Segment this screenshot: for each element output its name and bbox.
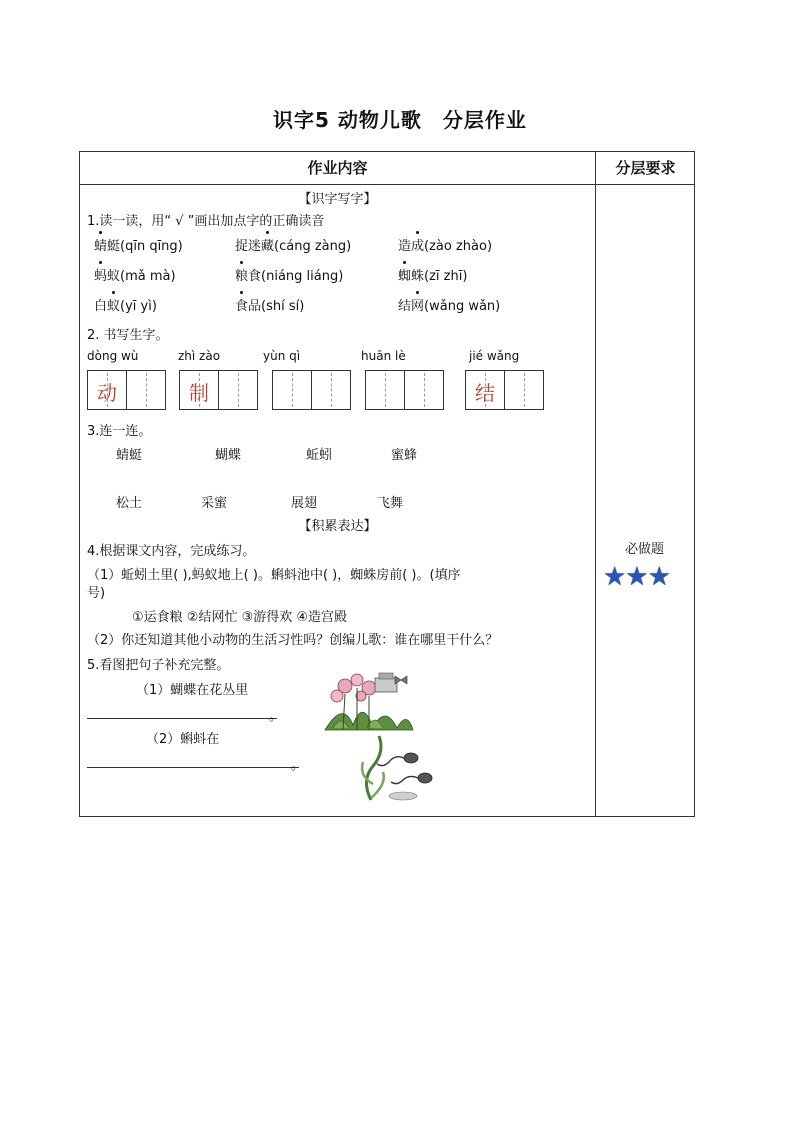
- word-suffix-and-pinyin: 品(shí sí): [248, 299, 305, 314]
- page-title: 识字5 动物儿歌 分层作业: [273, 108, 527, 132]
- q4-line1: （1）蚯蚓土里( ),蚂蚁地上( )。蝌蚪池中( )，蜘蛛房前( )。(填序: [87, 568, 461, 583]
- reading-item[interactable]: [94, 235, 183, 254]
- section-expression: 【积累表达】: [298, 519, 377, 534]
- match-top-3[interactable]: 蚯蚓: [306, 448, 333, 463]
- word-suffix-and-pinyin: 蚁(mǎ mà): [107, 269, 176, 284]
- flowers-butterfly-picture: [323, 670, 415, 732]
- period-2: 。: [291, 758, 305, 773]
- homework-table: [79, 151, 695, 817]
- dotted-character: 蜘: [398, 265, 411, 284]
- dotted-character: 食: [235, 295, 248, 314]
- match-bottom-2[interactable]: 采蜜: [201, 496, 228, 511]
- q4-options: ①运食粮 ②结网忙 ③游得欢 ④造宫殿: [132, 610, 348, 625]
- dotted-character: 蜻: [94, 235, 107, 254]
- word-prefix: 造: [398, 239, 412, 254]
- dotted-character: 藏: [261, 235, 274, 254]
- q5-sentence1: （1）蝴蝶在花丛里: [136, 683, 249, 698]
- match-top-1[interactable]: 蜻蜓: [116, 448, 143, 463]
- q5-prompt: 5.看图把句子补充完整。: [87, 658, 230, 673]
- reading-item[interactable]: [398, 235, 492, 254]
- dotted-character: 粮: [235, 265, 248, 284]
- reading-item[interactable]: [94, 295, 157, 314]
- match-top-2[interactable]: 蝴蝶: [215, 448, 242, 463]
- word-suffix-and-pinyin: 食(niáng liáng): [248, 269, 344, 284]
- tadpoles-picture: [357, 732, 437, 802]
- dotted-character: 成: [411, 235, 424, 254]
- match-bottom-3[interactable]: 展翅: [291, 496, 318, 511]
- pinyin-3: yùn qì: [263, 349, 301, 363]
- reading-item[interactable]: [94, 265, 176, 284]
- match-bottom-4[interactable]: 飞舞: [377, 496, 404, 511]
- match-bottom-1[interactable]: 松土: [116, 496, 143, 511]
- word-prefix: 结: [398, 299, 412, 314]
- q4-line2: （2）你还知道其他小动物的生活习性吗？创编儿歌：谁在哪里干什么？: [87, 633, 499, 648]
- dotted-character: 蚂: [94, 265, 107, 284]
- writing-grid-3[interactable]: [272, 370, 351, 410]
- q4-line1b: 号): [87, 586, 106, 601]
- word-suffix-and-pinyin: 蛛(zī zhī): [411, 269, 468, 284]
- reading-item[interactable]: [235, 265, 343, 284]
- q5-sentence2: （2）蝌蚪在: [146, 732, 220, 747]
- level-header: 分层要求: [596, 152, 695, 185]
- answer-line-2[interactable]: [87, 767, 299, 768]
- q3-prompt: 3.连一连。: [87, 424, 152, 439]
- column-divider: [595, 152, 596, 816]
- period-1: 。: [269, 709, 283, 724]
- sample-char: 结: [475, 381, 495, 405]
- reading-item[interactable]: [235, 295, 304, 314]
- content-header: 作业内容: [80, 152, 595, 185]
- pinyin-4: huān lè: [361, 349, 406, 363]
- match-top-4[interactable]: 蜜蜂: [391, 448, 418, 463]
- word-suffix-and-pinyin: (zào zhào): [424, 239, 493, 254]
- answer-line-1[interactable]: [87, 718, 277, 719]
- word-suffix-and-pinyin: (cáng zàng): [274, 239, 352, 254]
- required-label: 必做题: [625, 542, 665, 557]
- word-prefix: 白: [94, 299, 108, 314]
- q4-prompt: 4.根据课文内容，完成练习。: [87, 544, 256, 559]
- word-suffix-and-pinyin: (yī yì): [120, 299, 157, 314]
- writing-grid-4[interactable]: [365, 370, 444, 410]
- sample-char: 动: [97, 381, 117, 405]
- writing-grid-1[interactable]: [87, 370, 166, 410]
- reading-item[interactable]: [235, 235, 351, 254]
- word-suffix-and-pinyin: 蜓(qīn qīng): [107, 239, 183, 254]
- pinyin-1: dòng wù: [87, 349, 139, 363]
- pinyin-5: jié wǎng: [469, 349, 520, 363]
- pinyin-2: zhì zào: [178, 349, 221, 363]
- reading-item[interactable]: [398, 295, 500, 314]
- difficulty-stars: ★★★: [603, 562, 670, 592]
- q2-prompt: 2. 书写生字。: [87, 328, 169, 343]
- dotted-character: 网: [411, 295, 424, 314]
- word-prefix: 捉迷: [235, 239, 262, 254]
- writing-grid-2[interactable]: [179, 370, 258, 410]
- word-suffix-and-pinyin: (wǎng wǎn): [424, 299, 501, 314]
- dotted-character: 蚁: [107, 295, 120, 314]
- q1-prompt: 1.读一读，用“ √ ”画出加点字的正确读音: [87, 214, 325, 229]
- writing-grid-5[interactable]: [465, 370, 544, 410]
- reading-item[interactable]: [398, 265, 467, 284]
- section-literacy: 【识字写字】: [298, 192, 377, 207]
- sample-char: 制: [189, 381, 209, 405]
